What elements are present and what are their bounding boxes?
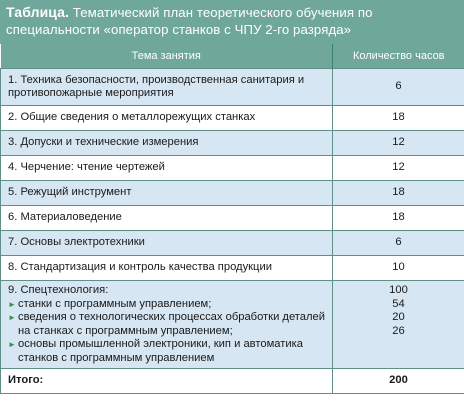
hours-cell: 18 — [333, 206, 464, 231]
table-row — [1, 156, 464, 181]
hours-cell: 6 — [333, 231, 464, 256]
subitem-text: станки с программным управлением; — [18, 297, 212, 310]
topic-cell: 3. Допуски и технические измерения — [1, 131, 333, 156]
caption-lead: Таблица. — [6, 4, 70, 20]
total-label: Итого: — [1, 369, 333, 394]
topic-cell: 6. Материаловедение — [1, 206, 333, 231]
hours-cell: 10 — [333, 256, 464, 281]
topic-cell: 7. Основы электротехники — [1, 231, 333, 256]
table-row — [1, 131, 464, 156]
total-hours: 200 — [333, 369, 464, 394]
topic-cell: 2. Общие сведения о металлорежущих станках — [1, 106, 333, 131]
hours-cell: 6 — [333, 69, 464, 106]
hours-value: 26 — [392, 324, 405, 337]
table-row — [1, 256, 464, 281]
hours-value: 100 — [389, 284, 408, 296]
hours-cell: 12 — [333, 156, 464, 181]
table-header-row — [1, 44, 464, 69]
topic-cell: 8. Стандартизация и контроль качества продукции — [1, 256, 333, 281]
header-hours: Количество часов — [333, 44, 464, 69]
header-topic: Тема занятия — [1, 44, 333, 69]
hours-value: 20 — [392, 311, 405, 323]
topic-cell: 4. Черчение: чтение чертежей — [1, 156, 333, 181]
table-caption — [0, 0, 464, 44]
triangle-bullet-icon: ► — [8, 340, 16, 349]
table-row — [1, 206, 464, 231]
hours-value: 54 — [392, 297, 405, 310]
table-row — [1, 231, 464, 256]
triangle-bullet-icon: ► — [8, 299, 16, 309]
spectech-heading: 9. Спецтехнология: — [8, 284, 109, 296]
subitem — [8, 338, 328, 365]
hours-spacer — [337, 338, 460, 352]
triangle-bullet-icon: ► — [8, 313, 16, 322]
topic-cell — [1, 281, 333, 369]
subitem — [8, 298, 328, 312]
hours-cell: 18 — [333, 106, 464, 131]
table-row-spectech — [1, 281, 464, 369]
table-row — [1, 69, 464, 106]
subitem-text: сведения о технологических процессах обработки деталей на станках с программным управлением; — [18, 311, 326, 337]
thematic-plan-table — [0, 44, 464, 394]
topic-cell: 5. Режущий инструмент — [1, 181, 333, 206]
topic-cell: 1. Техника безопасности, производственная санитария и противопожарные мероприятия — [1, 69, 333, 106]
subitem-text: основы промышленной электроники, кип и автоматика станков с программным управлением — [18, 338, 304, 364]
subitem — [8, 311, 328, 338]
table-row — [1, 181, 464, 206]
table-row — [1, 106, 464, 131]
hours-cell — [333, 281, 464, 369]
table-row-total — [1, 369, 464, 394]
hours-cell: 12 — [333, 131, 464, 156]
caption-text: Тематический план теоретического обучения по специальности «оператор станков с ЧПУ 2-го разряда» — [6, 5, 373, 37]
hours-cell: 18 — [333, 181, 464, 206]
